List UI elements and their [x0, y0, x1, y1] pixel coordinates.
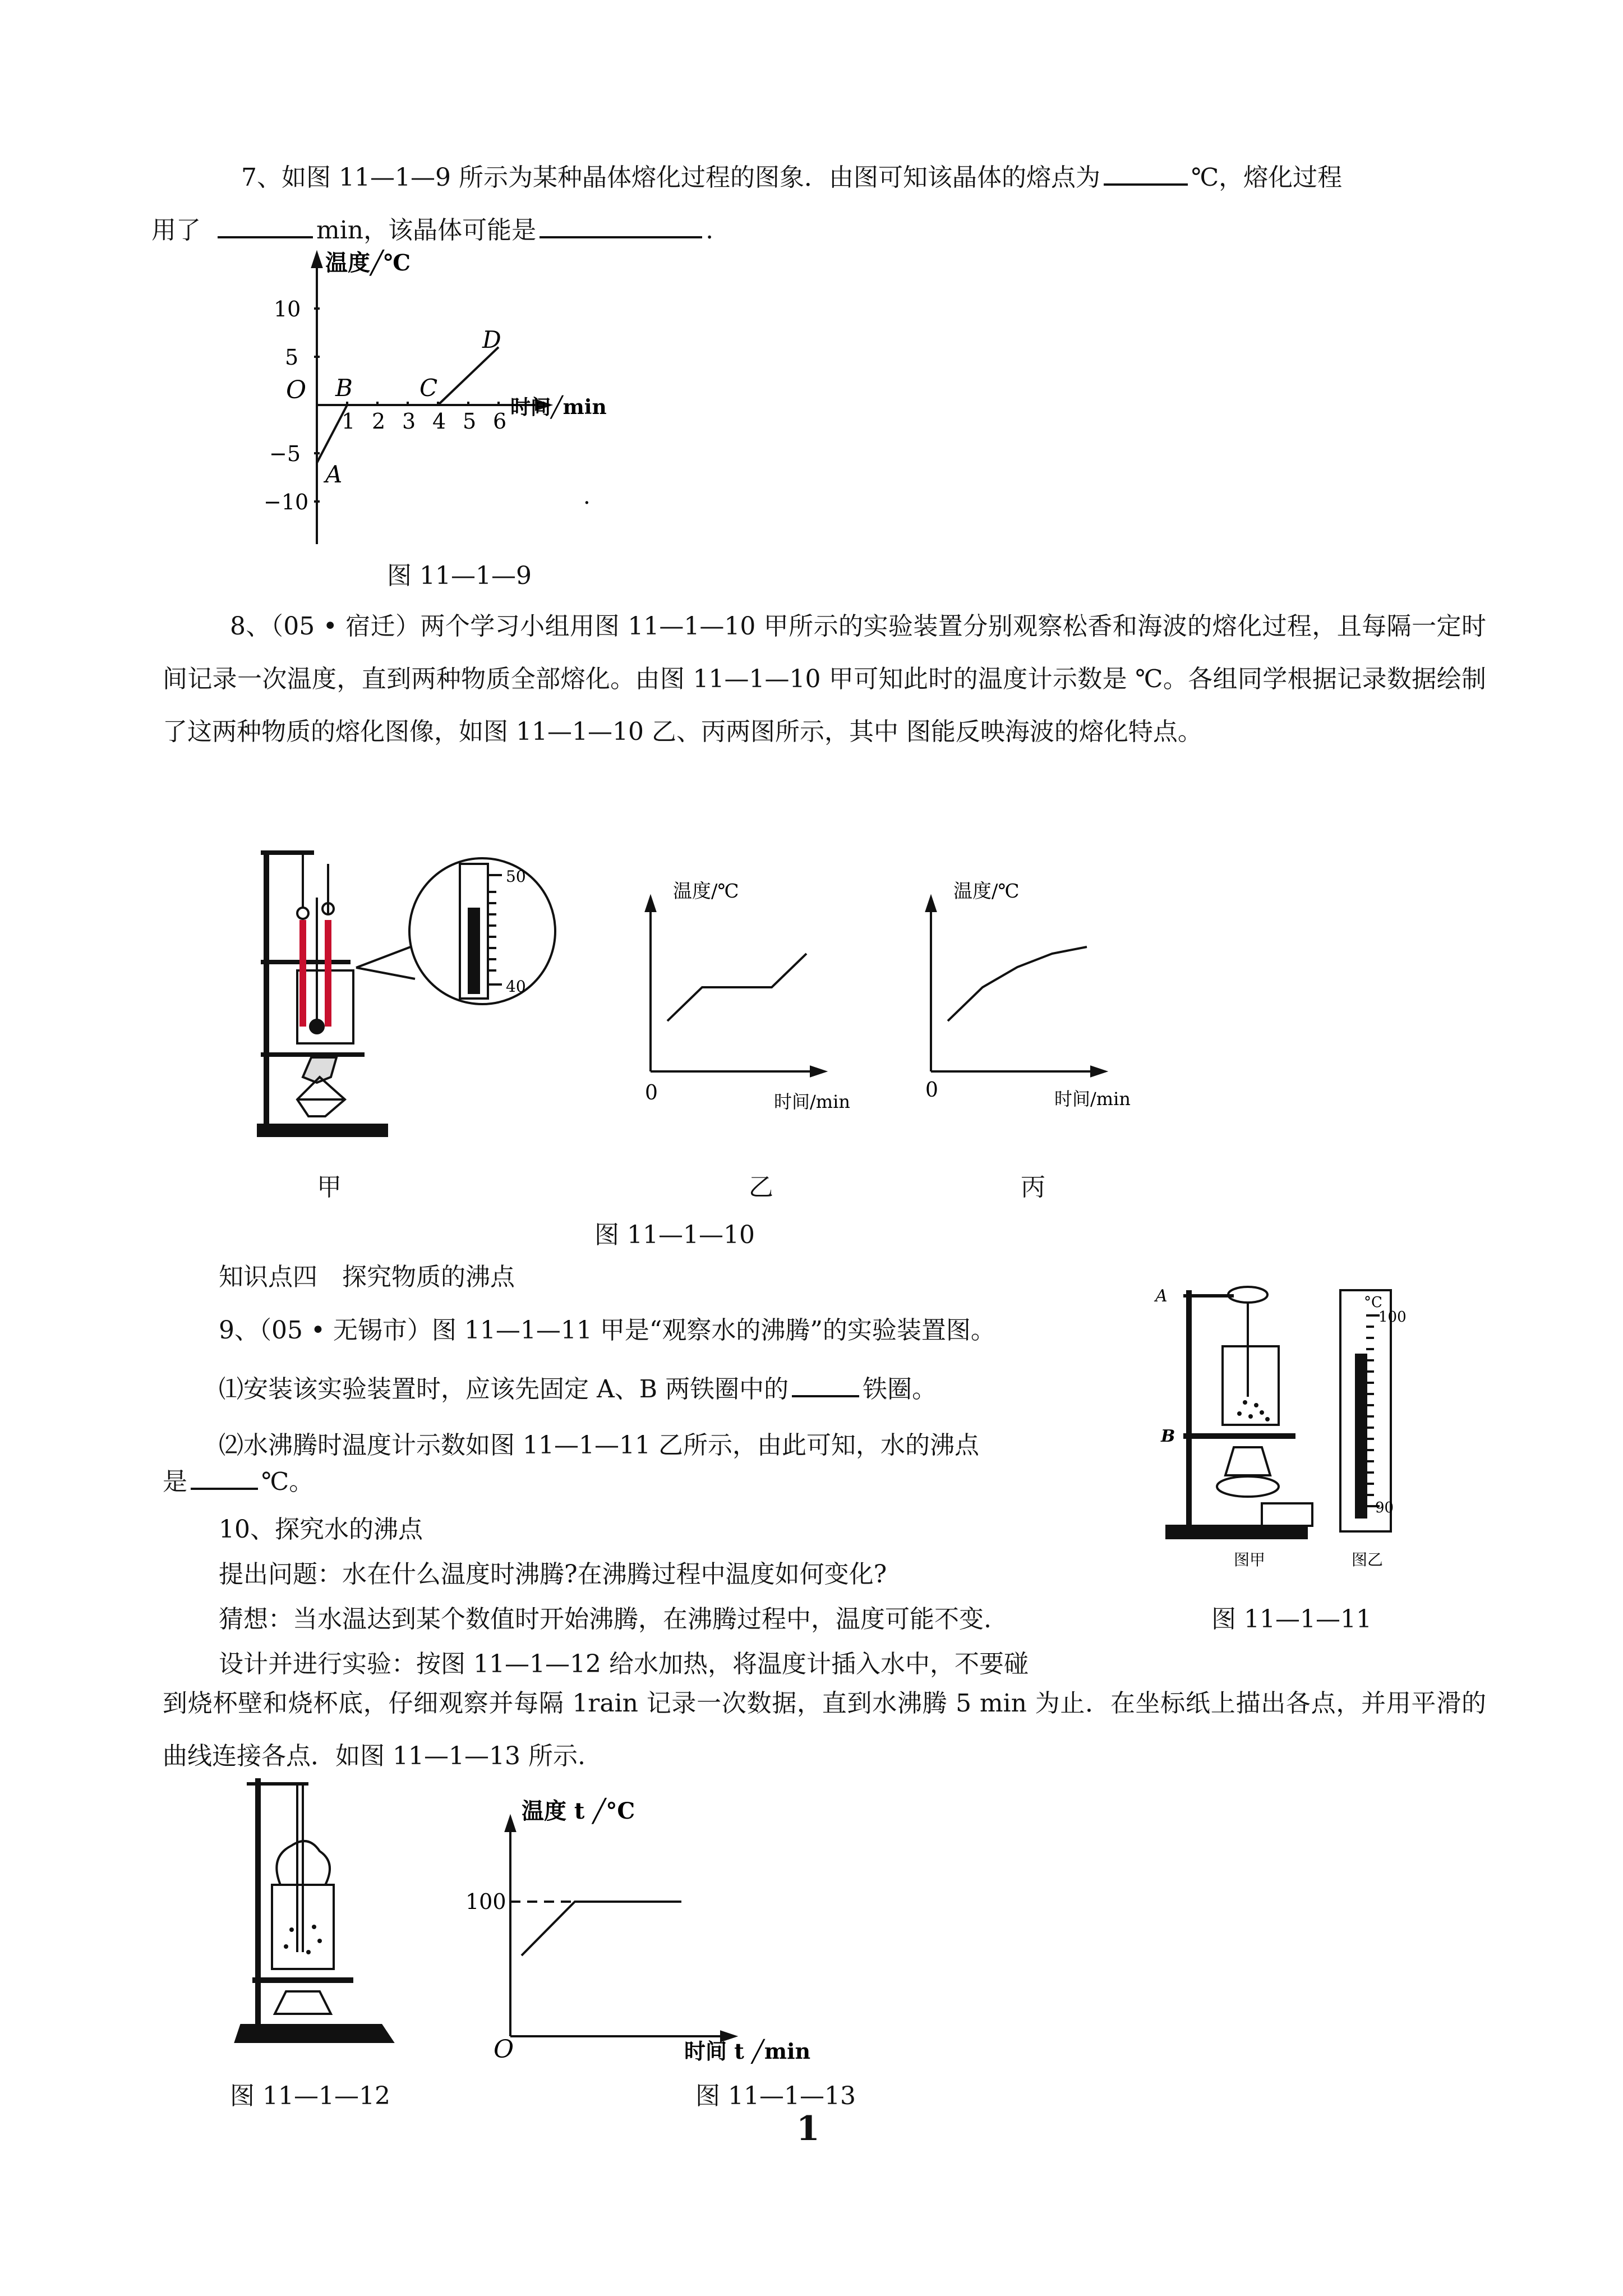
q7-point-a: A [325, 461, 343, 488]
q8-paragraph: 8、（05 • 宿迁）两个学习小组用图 11—1—10 甲所示的实验装置分别观察松香和海波的熔化过程，且每隔一定时间记录一次温度，直到两种物质全部熔化。由图 11—1—10 甲可知此时的温度计示数是 ℃。各组同学根据记录数据绘制了这两种物质的熔化图像，如图 11—1—10 乙、丙两图所示，其中 图能反映海波的熔化特点。 [163, 612, 1486, 746]
q7-blank-melting-point[interactable] [1104, 161, 1188, 186]
q7-blank-duration[interactable] [218, 214, 313, 238]
q10-xlabel: 时间 t ╱min [684, 2039, 811, 2064]
q8c-curve [948, 947, 1087, 1021]
alcohol-lamp [297, 1077, 345, 1116]
q7-xtick-label: 1 [342, 409, 356, 434]
q9-part1-b: 铁圈。 [863, 1375, 937, 1404]
q8-chart-c [914, 875, 1150, 1133]
q10-origin: O [494, 2035, 514, 2064]
q8-apparatus [247, 841, 594, 1144]
q10-title: 10、探究水的沸点 [219, 1515, 423, 1544]
section-title: 知识点四 探究物质的沸点 [219, 1263, 515, 1291]
q8b-xlabel: 时间/min [774, 1091, 850, 1112]
q8c-origin: 0 [925, 1079, 938, 1102]
q7-caption: 图 11—1—9 [387, 562, 532, 590]
q9-label-b: B [1161, 1427, 1175, 1446]
thermo-label-50: 50 [506, 867, 526, 886]
q9-part2-c: ℃。 [261, 1467, 314, 1496]
q8b-curve [667, 954, 806, 1021]
q8b-origin: 0 [645, 1082, 658, 1105]
q7-xtick-label: 3 [402, 409, 416, 434]
q7-xtick-label: 5 [463, 409, 477, 434]
q7-line2-a: 用了 [151, 216, 201, 245]
q10-design-a: 设计并进行实验：按图 11—1—12 给水加热，将温度计插入水中，不要碰 [219, 1650, 1029, 1678]
q7-ytick-m10: −10 [264, 490, 309, 514]
q7-point-b: B [335, 374, 353, 402]
page-number: 1 [796, 2109, 820, 2148]
q8-caption: 图 11—1—10 [594, 1221, 755, 1249]
stand-base [258, 1125, 387, 1136]
q8-chart-b [634, 875, 869, 1133]
q7-xtick-label: 2 [372, 409, 386, 434]
q9-thermo-unit: °C [1364, 1294, 1382, 1311]
q10-caption-12: 图 11—1—12 [230, 2082, 390, 2110]
q9-label-yi: 图乙 [1352, 1550, 1384, 1569]
q7-extra-mark: · [583, 490, 591, 516]
q7-xtick-label: 6 [493, 409, 507, 434]
q9-part2-b: 是 [163, 1467, 187, 1496]
q7-ytick-m5: −5 [269, 441, 301, 466]
q7-ylabel: 温度╱℃ [325, 250, 411, 276]
q9-blank-ring[interactable] [792, 1373, 859, 1397]
q9-part2-a: ⑵水沸腾时温度计示数如图 11—1—11 乙所示，由此可知，水的沸点 [219, 1431, 979, 1460]
q9-lamp [1225, 1447, 1270, 1475]
q8c-ylabel: 温度/℃ [953, 880, 1020, 903]
q7-line2-c: . [706, 216, 714, 245]
q7-line1-a: 7、如图 11—1—9 所示为某种晶体熔化过程的图象．由图可知该晶体的熔点为 [241, 163, 1100, 192]
q7-chart [264, 247, 673, 550]
q10-ylabel: 温度 t ╱°C [522, 1798, 635, 1824]
q10-caption-13: 图 11—1—13 [695, 2082, 856, 2110]
q8-sub-caption-bing: 丙 [1021, 1173, 1045, 1202]
q9-label-a: A [1155, 1286, 1168, 1306]
q7-ytick-10: 10 [274, 297, 301, 321]
q10-apparatus [224, 1767, 404, 2059]
q9-line1: 9、（05 • 无锡市）图 11—1—11 甲是“观察水的沸腾”的实验装置图。 [219, 1316, 995, 1345]
q7-text [151, 151, 1509, 257]
q9-blank-boiling-point[interactable] [191, 1465, 258, 1490]
q7-line1-b: ℃，熔化过程 [1191, 163, 1343, 192]
q10-lamp [275, 1991, 331, 2014]
q7-xlabel: 时间╱min [510, 395, 607, 419]
q9-thermo-90: 90 [1375, 1499, 1394, 1516]
q10-design-b: 到烧杯壁和烧杯底，仔细观察并每隔 1rain 记录一次数据，直到水沸腾 5 min 为止．在坐标纸上描出各点，并用平滑的曲线连接各点．如图 11—1—13 所示. [163, 1689, 1486, 1770]
q9-caption: 图 11—1—11 [1211, 1605, 1372, 1634]
q9-beaker [1223, 1346, 1279, 1425]
q9-stand-base [1166, 1526, 1307, 1538]
q10-boil-curve [522, 1902, 681, 1955]
q7-point-c: C [419, 374, 438, 402]
q10-guess: 猜想：当水温达到某个数值时开始沸腾，在沸腾过程中，温度可能不变. [219, 1605, 992, 1634]
q7-point-d: D [482, 326, 501, 353]
q8-sub-caption-jia: 甲 [317, 1173, 342, 1202]
q7-blank-crystal[interactable] [540, 214, 702, 238]
q9-part2 [219, 1425, 979, 1461]
q10-chart [465, 1789, 869, 2064]
q10-ytick-100: 100 [465, 1889, 506, 1914]
zoom-circle [409, 858, 555, 1004]
thermo-label-40: 40 [506, 977, 526, 996]
q8b-ylabel: 温度/℃ [673, 880, 739, 903]
q10-stand-base [236, 2025, 393, 2042]
q9-figure [1155, 1262, 1481, 1582]
q10-question: 提出问题：水在什么温度时沸腾?在沸腾过程中温度如何变化? [219, 1560, 887, 1589]
q9-label-jia: 图甲 [1234, 1550, 1266, 1569]
q9-part1 [219, 1369, 937, 1405]
q7-origin: O [286, 376, 307, 404]
q9-part2-line2 [163, 1461, 313, 1497]
q7-y-arrow [312, 254, 321, 267]
q8c-xlabel: 时间/min [1054, 1088, 1131, 1110]
q8-sub-caption-yi: 乙 [749, 1173, 773, 1202]
q8-text [163, 600, 1486, 758]
q9-thermo-100: 100 [1378, 1309, 1407, 1326]
q7-xtick-label: 4 [432, 409, 446, 434]
q7-ytick-5: 5 [285, 345, 299, 370]
zoom-line [356, 945, 415, 968]
q7-line2-b: min，该晶体可能是 [316, 216, 537, 245]
q9-part1-a: ⑴安装该实验装置时，应该先固定 A、B 两铁圈中的 [219, 1375, 789, 1404]
